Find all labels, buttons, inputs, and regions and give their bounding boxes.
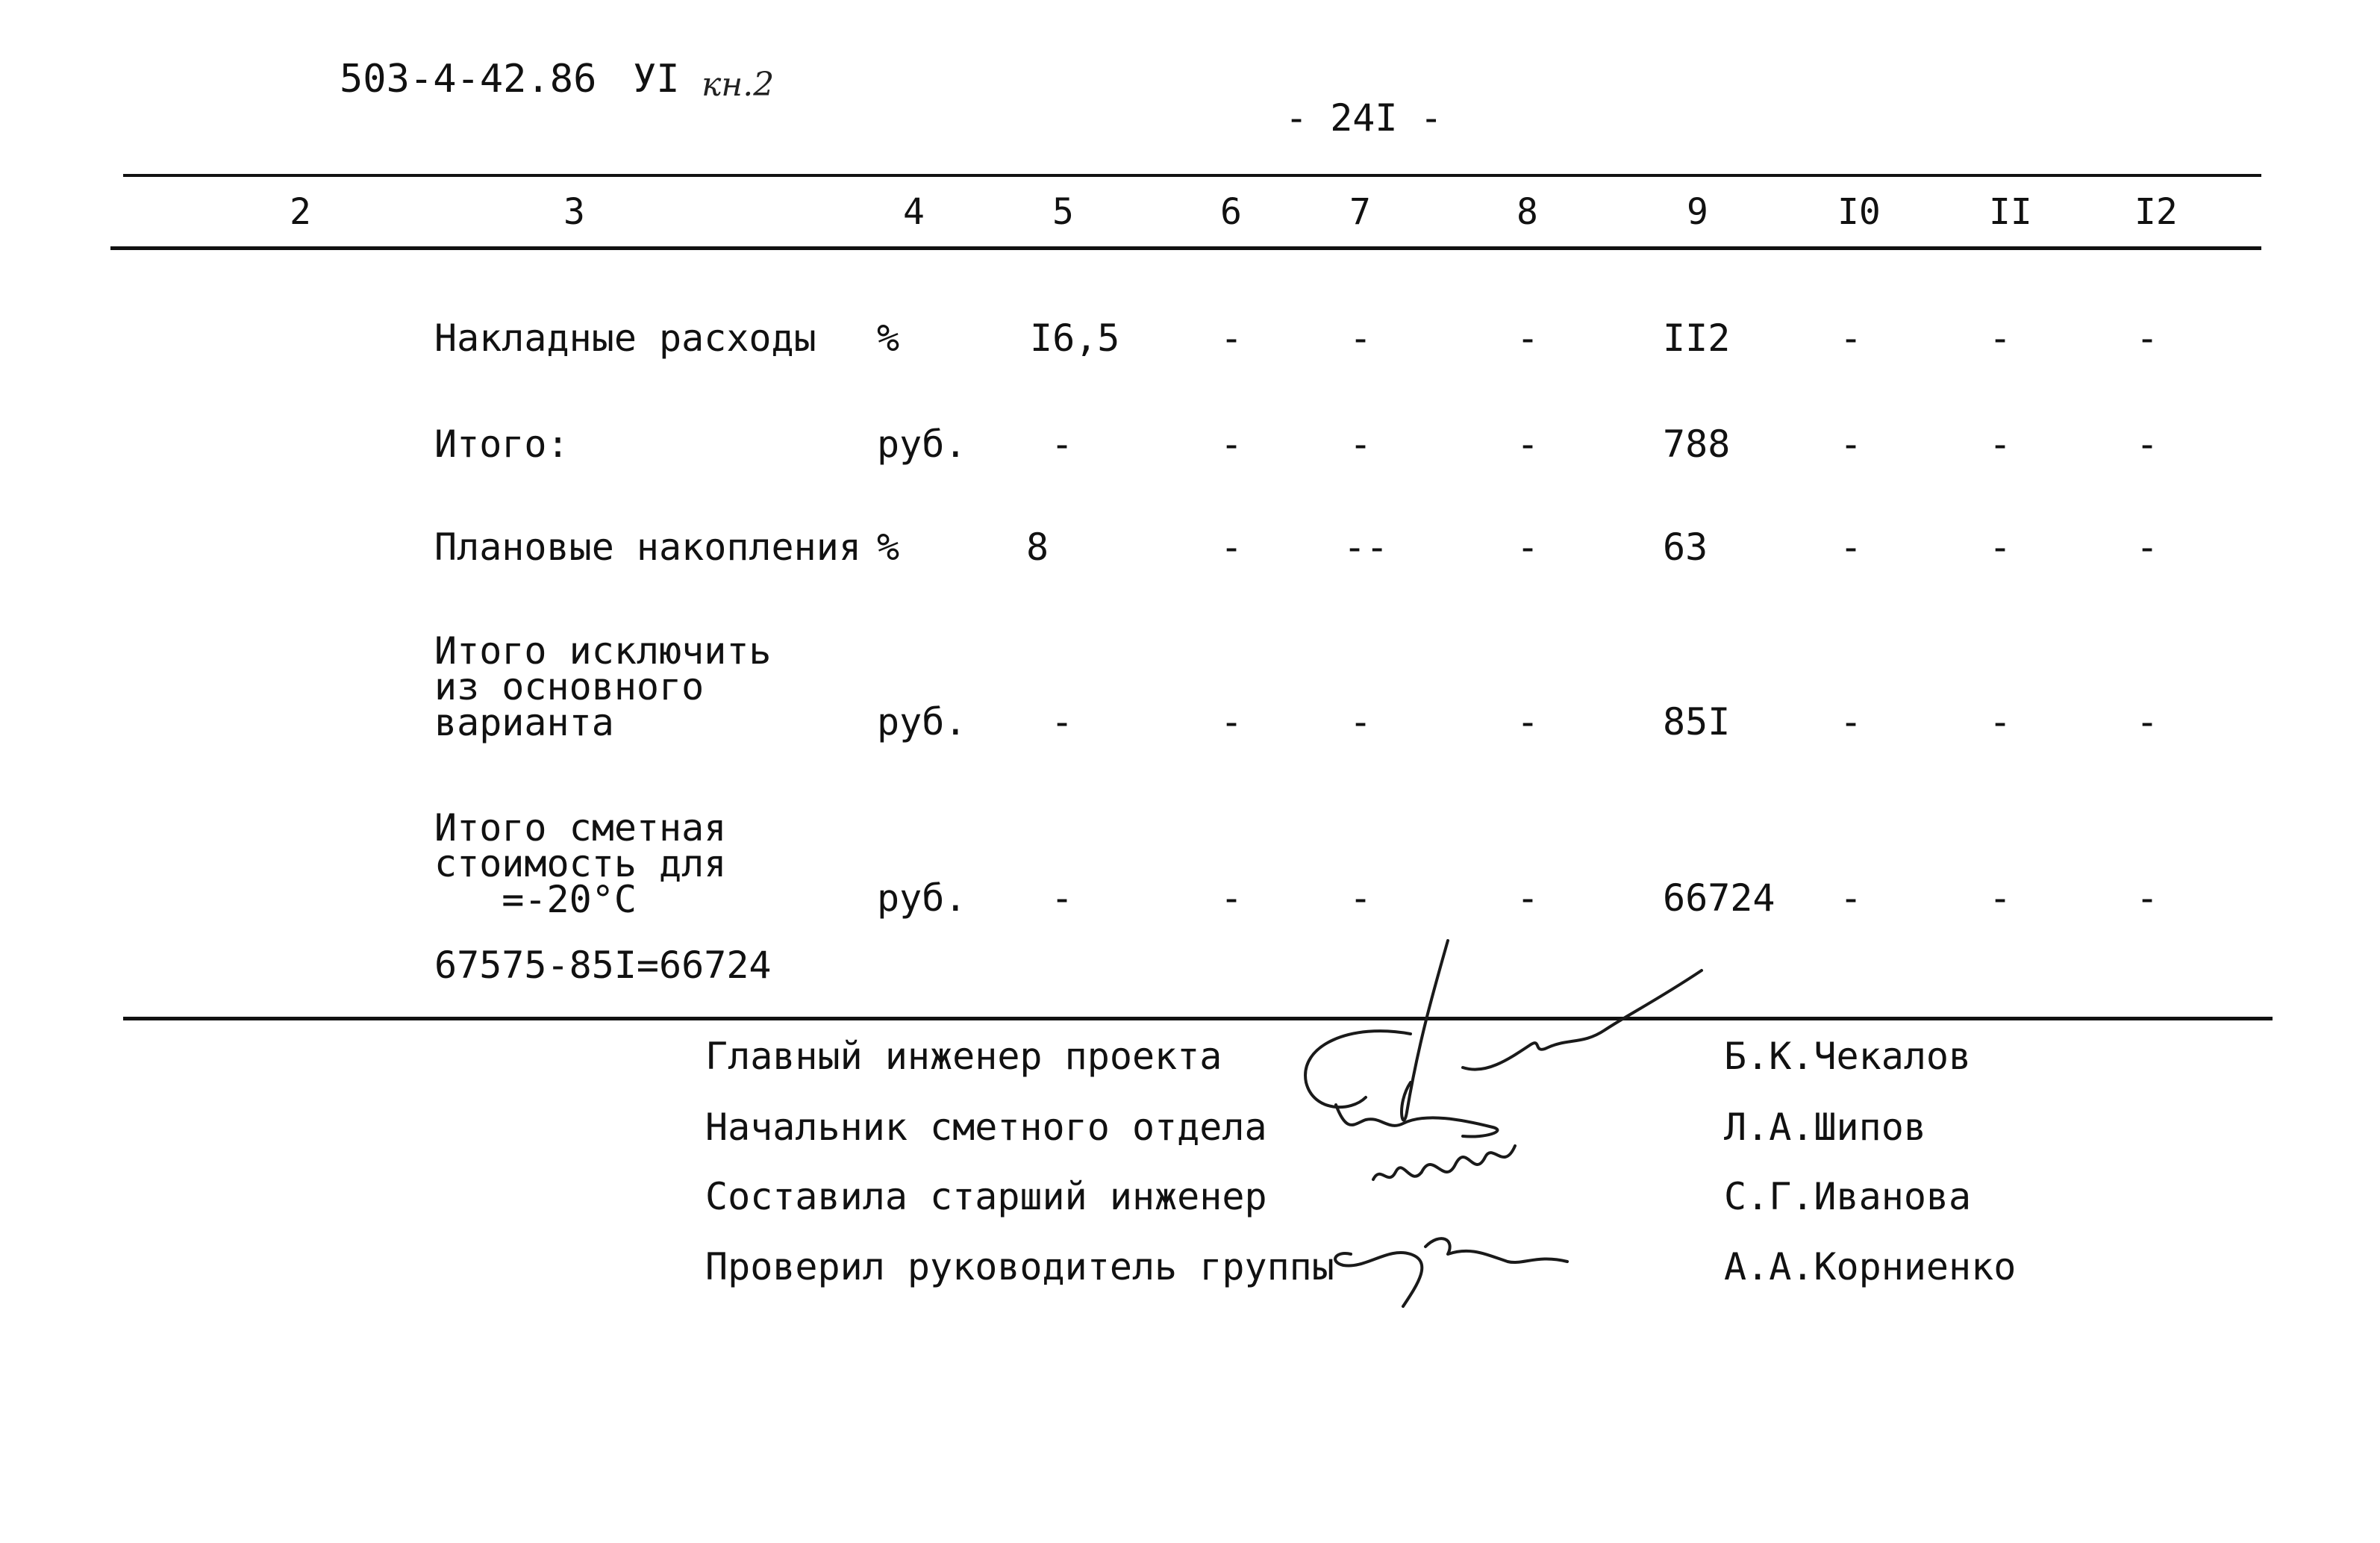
cell-col7: -- (1343, 526, 1389, 569)
cell-col6: - (1220, 526, 1243, 569)
row-unit: % (877, 526, 900, 569)
row-unit: руб. (877, 700, 967, 744)
cell-col5: - (1051, 700, 1074, 744)
row-label: Итого исключить из основного варианта (434, 629, 772, 744)
cell-col7: - (1349, 317, 1372, 360)
cell-col12: - (2136, 876, 2159, 920)
cell-col8: - (1517, 526, 1540, 569)
cell-col5: I6,5 (1030, 317, 1120, 360)
cell-col6: - (1220, 423, 1243, 466)
column-header: II (1989, 191, 2032, 233)
cell-col10: - (1840, 526, 1863, 569)
table-bottom-rule (123, 1017, 2273, 1020)
row-unit: руб. (877, 423, 967, 466)
cell-col9: 63 (1663, 526, 1708, 569)
column-header: 7 (1349, 191, 1371, 233)
column-header: 2 (290, 191, 311, 233)
cell-col10: - (1840, 876, 1863, 920)
cell-col7: - (1349, 700, 1372, 744)
cell-col6: - (1220, 876, 1243, 920)
signature-name: Б.К.Чекалов (1724, 1035, 1972, 1078)
cell-col12: - (2136, 700, 2159, 744)
cell-col11: - (1989, 526, 2012, 569)
page-number: - 24I - (1285, 96, 1443, 140)
signature-ivanova (1373, 1146, 1515, 1179)
row-unit: руб. (877, 876, 967, 920)
cell-col11: - (1989, 876, 2012, 920)
cell-col7: - (1349, 423, 1372, 466)
cell-col7: - (1349, 876, 1372, 920)
cell-col10: - (1840, 317, 1863, 360)
cell-col9: 85I (1663, 700, 1731, 744)
row-label: Накладные расходы (434, 317, 816, 360)
handwritten-signatures (1284, 933, 1731, 1321)
row-label: Итого сметная стоимость для =-20°C (434, 806, 727, 921)
cell-col10: - (1840, 423, 1863, 466)
signature-title: Главный инженер проекта (705, 1035, 1222, 1078)
cell-col9: 788 (1663, 423, 1731, 466)
cell-col12: - (2136, 526, 2159, 569)
signature-chekalov (1305, 941, 1702, 1120)
calculation-note: 67575-85I=66724 (434, 944, 772, 987)
document-code: 503-4-42.86 (340, 57, 597, 102)
cell-col6: - (1220, 700, 1243, 744)
column-header: I0 (1837, 191, 1881, 233)
cell-col5: - (1051, 423, 1074, 466)
cell-col10: - (1840, 700, 1863, 744)
cell-col11: - (1989, 423, 2012, 466)
cell-col9: II2 (1663, 317, 1731, 360)
signature-name: Л.А.Шипов (1724, 1106, 1926, 1149)
column-header: 5 (1052, 191, 1074, 233)
book-note: кн.2 (702, 66, 775, 104)
cell-col12: - (2136, 317, 2159, 360)
signature-kornienko (1335, 1238, 1567, 1306)
column-header: 4 (903, 191, 925, 233)
cell-col8: - (1517, 876, 1540, 920)
signature-title: Начальник сметного отдела (705, 1106, 1267, 1149)
cell-col8: - (1517, 700, 1540, 744)
column-header: 6 (1220, 191, 1242, 233)
column-header: 9 (1687, 191, 1708, 233)
cell-col6: - (1220, 317, 1243, 360)
row-label: Итого: (434, 423, 569, 466)
column-header: 8 (1517, 191, 1538, 233)
signature-name: А.А.Корниенко (1724, 1245, 2017, 1288)
cell-col11: - (1989, 700, 2012, 744)
cell-col8: - (1517, 317, 1540, 360)
volume-label: УI (633, 57, 680, 102)
table-top-rule (123, 174, 2261, 177)
signature-title: Составила старший инженер (705, 1175, 1267, 1218)
row-label: Плановые накопления (434, 526, 861, 569)
cell-col8: - (1517, 423, 1540, 466)
cell-col12: - (2136, 423, 2159, 466)
table-header-rule (110, 246, 2261, 250)
cell-col11: - (1989, 317, 2012, 360)
row-unit: % (877, 317, 900, 360)
cell-col5: 8 (1026, 526, 1049, 569)
signature-shipov (1336, 1105, 1497, 1137)
cell-col9: 66724 (1663, 876, 1775, 920)
column-header: 3 (563, 191, 585, 233)
cell-col5: - (1051, 876, 1074, 920)
column-header: I2 (2134, 191, 2178, 233)
signature-name: С.Г.Иванова (1724, 1175, 1972, 1218)
signature-title: Проверил руководитель группы (705, 1245, 1334, 1288)
